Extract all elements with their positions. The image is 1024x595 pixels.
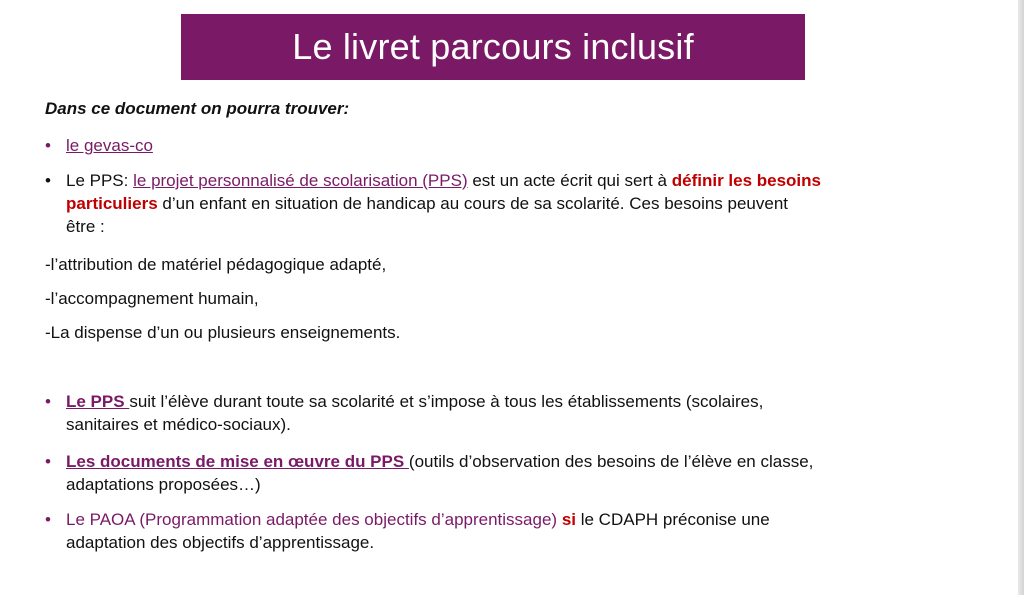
docs-text: adaptations proposées…): [66, 475, 261, 494]
docs-text: (outils d’observation des besoins de l’élève en classe,: [408, 452, 814, 471]
paoa-highlight: si: [561, 510, 576, 529]
pps-follow-text: sanitaires et médico-sociaux).: [66, 415, 291, 434]
bullet-dot: •: [45, 171, 51, 190]
bullet-pps-follow-line-2: [66, 413, 291, 437]
pps-highlight: définir les besoins: [671, 171, 821, 190]
window-edge: [1018, 0, 1024, 595]
need-item: -l’accompagnement humain,: [45, 289, 259, 308]
bullet-dot: •: [45, 136, 51, 155]
bullet-gevasco: [66, 134, 153, 158]
bullet-dot: •: [45, 510, 51, 529]
bullet-pps-line-1: [66, 169, 821, 193]
gevasco-link[interactable]: le gevas-co: [66, 136, 153, 155]
bullet-pps-line-2: [66, 192, 788, 216]
paoa-text: adaptation des objectifs d’apprentissage.: [66, 533, 375, 552]
pps-highlight: particuliers: [66, 194, 158, 213]
paoa-text: le CDAPH préconise une: [576, 510, 770, 529]
pps-follow-link[interactable]: Le PPS: [66, 392, 130, 411]
intro-text: Dans ce document on pourra trouver:: [45, 99, 350, 118]
title-banner: [181, 14, 805, 80]
bullet-dot: •: [45, 452, 51, 471]
bullet-paoa-line-1: [66, 508, 770, 532]
need-item: -La dispense d’un ou plusieurs enseignements.: [45, 323, 401, 342]
page-title: Le livret parcours inclusif: [292, 26, 694, 67]
bullet-docs-line-1: [66, 450, 813, 474]
pps-text: est un acte écrit qui sert à: [467, 171, 672, 190]
need-item: -l’attribution de matériel pédagogique adapté,: [45, 255, 387, 274]
docs-link[interactable]: Les documents de mise en œuvre du PPS: [66, 452, 409, 471]
bullet-paoa-line-2: [66, 531, 374, 555]
pps-follow-text: suit l’élève durant toute sa scolarité et s’impose à tous les établissements (scolaires,: [129, 392, 764, 411]
bullet-docs-line-2: [66, 473, 261, 497]
paoa-lead: Le PAOA (Programmation adaptée des objectifs d’apprentissage): [66, 510, 562, 529]
bullet-pps-follow-line-1: [66, 390, 763, 414]
pps-text: être :: [66, 217, 105, 236]
pps-label: Le PPS:: [66, 171, 134, 190]
pps-link[interactable]: le projet personnalisé de scolarisation (PPS): [133, 171, 468, 190]
bullet-pps-line-3: [66, 215, 105, 239]
bullet-dot: •: [45, 392, 51, 411]
pps-text: d’un enfant en situation de handicap au cours de sa scolarité. Ces besoins peuvent: [157, 194, 789, 213]
